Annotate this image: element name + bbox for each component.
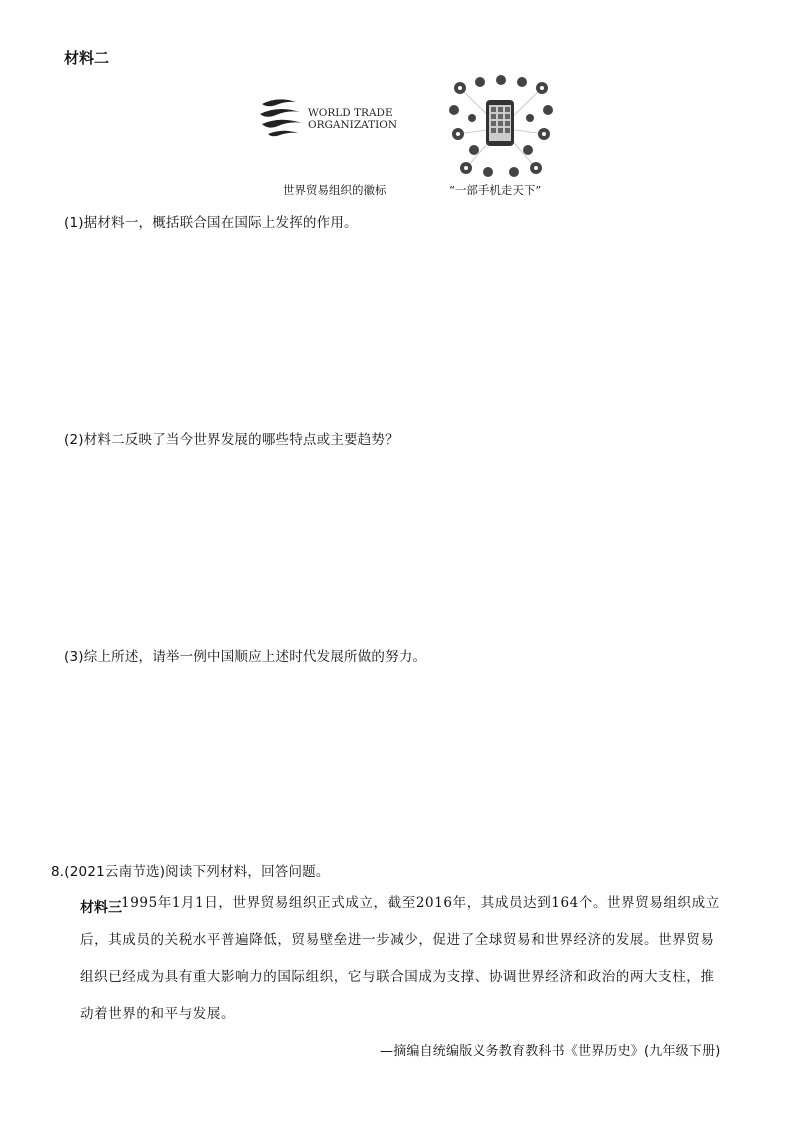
wto-logo-line2: ORGANIZATION [308, 119, 398, 131]
material-3-line-3: 组织已经成为具有重大影响力的国际组织，它与联合国成为支撑、协调世界经济和政治的两大支柱，推 [80, 969, 715, 985]
material-3-label: 材料三 [80, 900, 122, 916]
material-2-heading: 材料二 [64, 49, 110, 67]
question-3: (3)综上所述，请举一例中国顺应上述时代发展所做的努力。 [64, 649, 427, 665]
question-1: (1)据材料一，概括联合国在国际上发挥的作用。 [64, 215, 358, 231]
smartphone-app-icons [446, 74, 556, 182]
wto-logo-line1: WORLD TRADE [308, 107, 393, 119]
source-citation: —摘编自统编版义务教育教科书《世界历史》(九年级下册) [380, 1044, 721, 1059]
wto-logo [256, 92, 416, 148]
question-8-stem: 8.(2021云南节选)阅读下列材料，回答问题。 [51, 864, 330, 880]
material-3-line-1: 1995年1月1日，世界贸易组织正式成立，截至2016年，其成员达到164个。世界贸易组织成立 [121, 895, 720, 911]
figure-caption-wto: 世界贸易组织的徽标 [283, 183, 387, 197]
figure-caption-phone: “一部手机走天下” [449, 183, 542, 197]
question-2: (2)材料二反映了当今世界发展的哪些特点或主要趋势？ [64, 432, 399, 448]
material-3-line-2: 后，其成员的关税水平普遍降低，贸易壁垒进一步减少，促进了全球贸易和世界经济的发展。世界贸易 [80, 932, 715, 948]
material-3-line-4: 动着世界的和平与发展。 [80, 1006, 236, 1022]
